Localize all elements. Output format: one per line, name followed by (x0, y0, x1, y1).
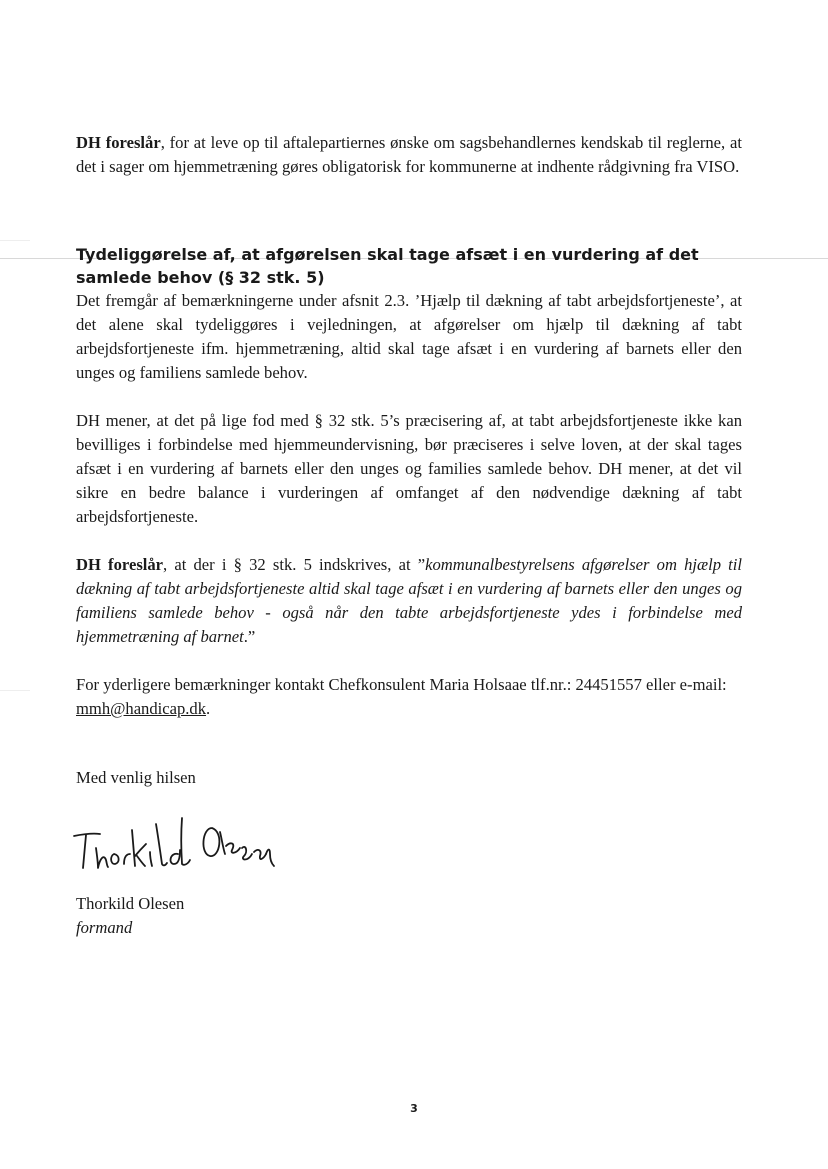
proposal-paragraph-2 (76, 553, 742, 649)
proposal-lead: DH foreslår (76, 555, 164, 574)
contact-paragraph (76, 673, 736, 721)
contact-text: For yderligere bemærkninger kontakt Chefkonsulent Maria Holsaae tlf.nr.: 24451557 eller e-mail: (76, 675, 727, 694)
signer-name: Thorkild Olesen (76, 894, 185, 913)
page-number: 3 (410, 1102, 418, 1115)
proposal-text: , for at leve op til aftalepartiernes ønske om sagsbehandlernes kendskab til reglerne, at det i sager om hjemmetræning gøres obligatorisk for kommunerne at indhente rådgivning fra VISO. (76, 133, 742, 176)
proposed-legal-text: kommunalbestyrelsens afgørelser om hjælp til dækning af tabt arbejdsfortjeneste altid skal tage afsæt i en vurdering af barnets eller den unges og familiens samlede behov - også når den tabte arbejdsfortjeneste ydes i forbindelse med hjemmetræning af barnet (76, 555, 742, 646)
quote-end: .” (243, 627, 256, 646)
proposal-text: , at der i § 32 stk. 5 indskrives, at ” (163, 555, 426, 574)
contact-end: . (206, 699, 211, 718)
opinion-paragraph: DH mener, at det på lige fod med § 32 stk. 5’s præcisering af, at tabt arbejdsfortjeneste ikke kan bevilliges i forbindelse med hjemmeundervisning, bør præciseres i selve loven, at der skal tages afsæt i en vurdering af barnets eller den unges og families samlede behov. DH mener, at det vil sikre en bedre balance i vurderingen af omfanget af den nødvendige dækning af tabt arbejdsfortjeneste. (76, 411, 742, 526)
scan-margin-mark (0, 690, 30, 691)
proposal-lead: DH foreslår (76, 133, 161, 152)
section-body: Det fremgår af bemærkningerne under afsnit 2.3. ’Hjælp til dækning af tabt arbejdsfortjeneste’, at det alene skal tydeliggøres i vejledningen, at afgørelser om hjælp til dækning af tabt arbejdsfortjeneste ifm. hjemmetræning, altid skal tage afsæt i en vurdering af barnets eller den unges og familiens samlede behov. (76, 291, 742, 382)
email-link[interactable]: mmh@handicap.dk (76, 699, 207, 718)
signer-title: formand (76, 918, 133, 937)
handwritten-signature (70, 808, 280, 878)
scan-margin-mark (0, 240, 30, 241)
proposal-paragraph-1 (76, 131, 742, 179)
closing-greeting: Med venlig hilsen (76, 768, 196, 787)
section-heading: Tydeliggørelse af, at afgørelsen skal tage afsæt i en vurdering af det samlede behov (§ 32 stk. 5) (76, 245, 699, 287)
